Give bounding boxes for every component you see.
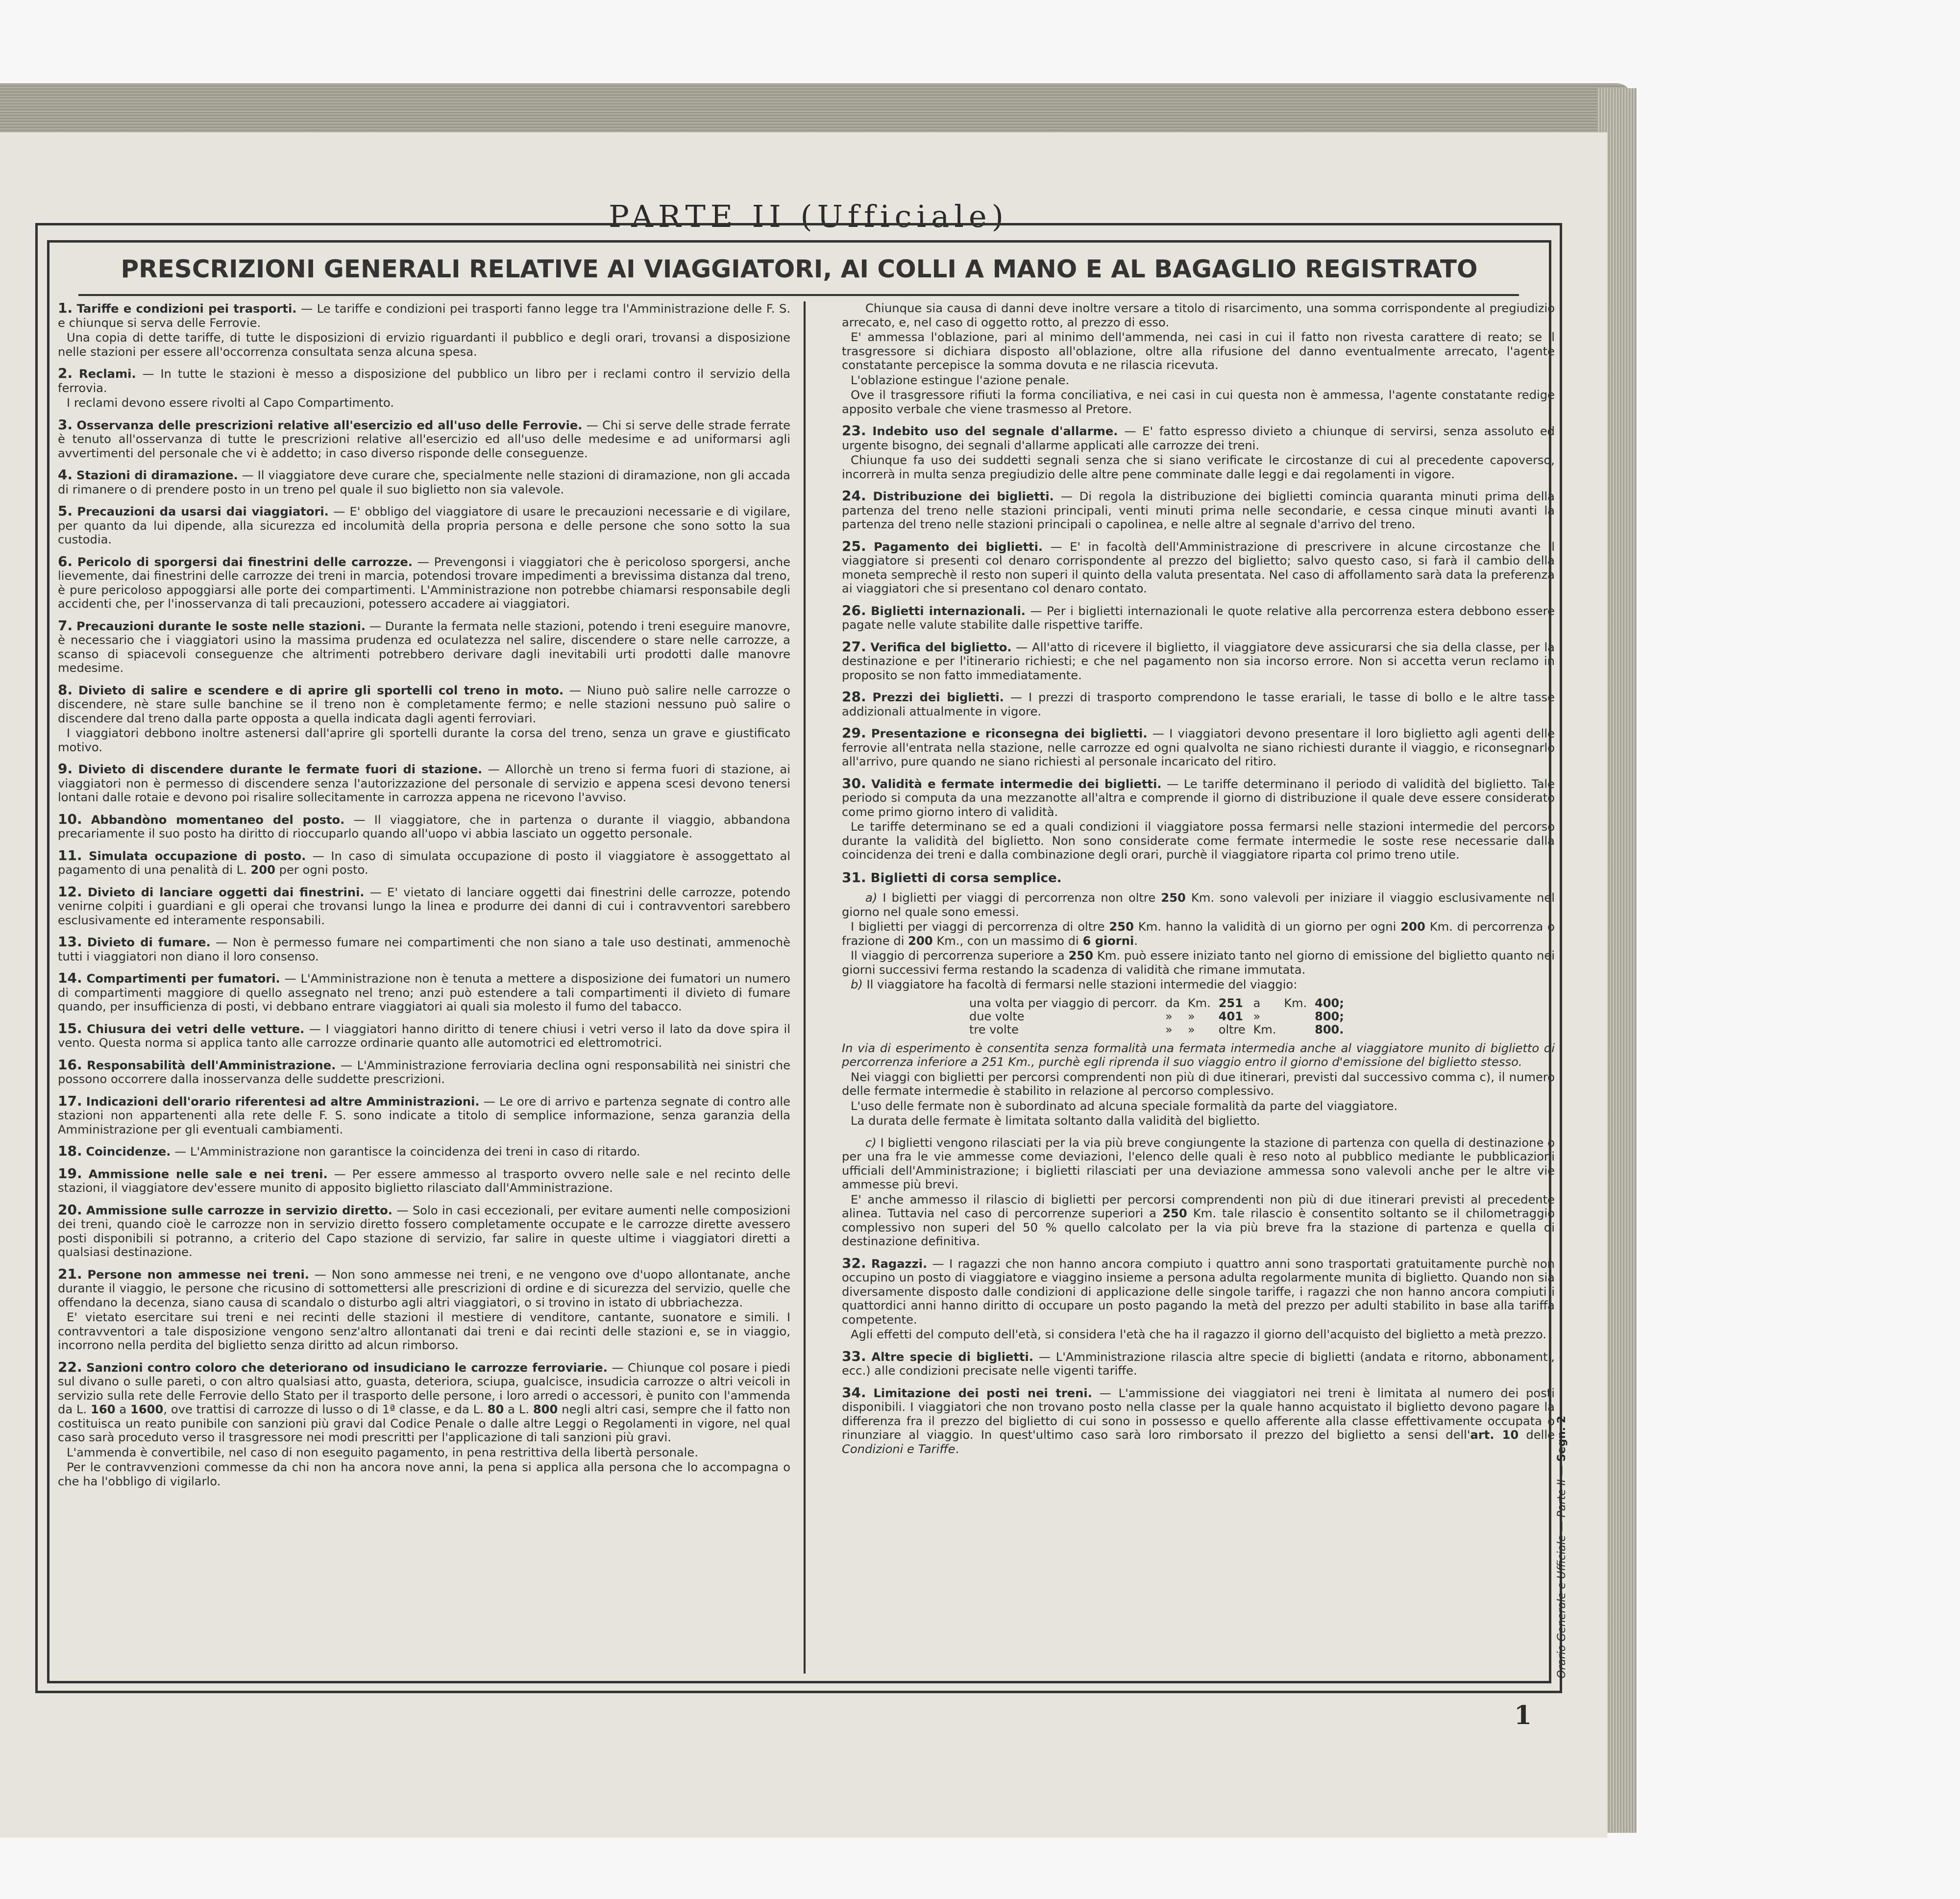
section-31-heading: 31. Biglietti di corsa semplice.	[842, 869, 1062, 886]
section-3: 3. Osservanza delle prescrizioni relative all'esercizio ed all'uso delle Ferrovie. — Chi si serve delle strade ferrate è tenuto all'osservanza di tutte le prescrizioni relative all'esercizio ed all'uso delle medesime e ad uniformarsi agli avvertimenti del personale che vi è addetto; in caso diverso risponde delle conseguenze.	[58, 416, 790, 460]
page-number: 1	[1514, 1701, 1532, 1730]
section-21: 21. Persone non ammesse nei treni. — Non sono ammesse nei treni, e ne vengono ove d'uopo allontanate, anche durante il viaggio, le persone che ricusino di sottomettersi alle prescrizioni di ordine e di sicurezza del servizio, quelle che offendano la decenza, siano causa di scandalo o disturbo agli altri viaggiatori, o si trovino in istato di ubbriachezza.	[58, 1265, 790, 1309]
section-1: 1. Tariffe e condizioni pei trasporti. — Le tariffe e condizioni pei trasporti fanno legge tra l'Amministrazione delle F. S. e chiunque si serva delle Ferrovie.	[58, 300, 790, 330]
section-15: 15. Chiusura dei vetri delle vetture. — I viaggiatori hanno diritto di tenere chiusi i vetri verso il lato da dove spira il vento. Questa norma si applica tanto alle carrozze ordinarie quanto alle automotrici ed elettromotrici.	[58, 1020, 790, 1050]
section-30: 30. Validità e fermate intermedie dei biglietti. — Le tariffe determinano il periodo di validità del biglietto. Tale periodo si computa da una mezzanotte all'altra e comprende il giorno di distribuzione il quale deve essere considerato come primo giorno intero di validità.	[842, 775, 1555, 819]
section-34: 34. Limitazione dei posti nei treni. — L'ammissione dei viaggiatori nei treni è limitata al numero dei posti disponibili. I viaggiatori che non trovano posto nella classe per la quale hanno acquistato il biglietto devono pagare la differenza fra il prezzo del biglietto di cui sono in possesso e quello afferente alla classe effettivamente occupata o rinunziare al viaggio. In quest'ultimo caso sarà loro rimborsato il prezzo del biglietto a sensi dell'art. 10 delle Condizioni e Tariffe.	[842, 1384, 1555, 1456]
section-31-para-itinerari: Nei viaggi con biglietti per percorsi comprendenti non più di due itinerari, previsti dal successivo comma c), il numero delle fermate intermedie è stabilito in relazione al percorso complessivo.	[842, 1070, 1555, 1098]
section-31-b: b) Il viaggiatore ha facoltà di fermarsi nelle stazioni intermedie del viaggio:	[851, 978, 1298, 991]
section-33: 33. Altre specie di biglietti. — L'Amministrazione rilascia altre specie di biglietti (andata e ritorno, abbonamenti, ecc.) alle condizioni precisate nelle vigenti tariffe.	[842, 1348, 1555, 1378]
section-7: 7. Precauzioni durante le soste nelle stazioni. — Durante la fermata nelle stazioni, potendo i treni eseguire manovre, è necessario che i viaggiatori usino la massima prudenza ed oculatezza nel salire, discendere o stare nelle carrozze, a scanso di spiacevoli conseguenze che altrimenti potrebbero derivare dagli inevitabili urti prodotti dalle manovre medesime.	[58, 617, 790, 675]
section-20: 20. Ammissione sulle carrozze in servizio diretto. — Solo in casi eccezionali, per evitare aumenti nelle composizioni dei treni, quando cioè le carrozze non in servizio diretto fossero completamente occupate e le carrozze dirette avessero posti disponibili si potranno, a criterio del Capo stazione di servizio, far salire in queste ultime i viaggiatori diretti a qualsiasi destinazione.	[58, 1201, 790, 1259]
section-5: 5. Precauzioni da usarsi dai viaggiatori. — E' obbligo del viaggiatore di usare le precauzioni necessarie e di vigilare, per quanto da lui dipende, alla sicurezza ed incolumità della propria persona e delle persone che sono sotto la sua custodia.	[58, 503, 790, 546]
fermate-row: tre volte » » oltre Km. 800.	[969, 1022, 1344, 1036]
section-22: 22. Sanzioni contro coloro che deteriorano od insudiciano le carrozze ferroviarie. — Chiunque col posare i piedi sul divano o sulle pareti, o con altro qualsiasi atto, guasta, deteriora, sciupa, gualcisce, insudicia carrozze o altri veicoli in servizio sulla rete delle Ferrovie dello Stato per il trasporto delle persone, i loro arredi o accessori, è punito con l'ammenda da L. 160 a 1600, ove trattisi di carrozze di lusso o di 1ª classe, e da L. 80 a L. 800 negli altri casi, sempre che il fatto non costituisca un reato punibile con sanzioni più gravi dal Codice Penale o dalle altre Leggi o Regolamenti in vigore, nel qual caso sarà proceduto verso il trasgressore nei modi prescritti per l'applicazione di tali sanzioni più gravi.	[58, 1358, 790, 1444]
section-26: 26. Biglietti internazionali. — Per i biglietti internazionali le quote relative alla percorrenza estera debbono essere pagate nelle valute stabilite dalle rispettive tariffe.	[842, 602, 1555, 632]
section-17: 17. Indicazioni dell'orario riferentesi ad altre Amministrazioni. — Le ore di arrivo e partenza segnate di contro alle stazioni non appartenenti alla rete delle F. S. sono indicate a titolo di semplice informazione, senza garanzia della Amministrazione per gli eventuali cambiamenti.	[58, 1092, 790, 1136]
section-21-para-2: E' vietato esercitare sui treni e nei recinti delle stazioni il mestiere di venditore, cantante, suonatore e simili. I contravventori a tale disposizione vengono senz'altro allontanati dai treni e dai recinti delle stazioni e, se in viaggio, incorrono nella perdita del biglietto senza diritto ad alcun rimborso.	[58, 1310, 790, 1352]
fermate-row: due volte » » 401 » 800;	[969, 1009, 1344, 1023]
section-29: 29. Presentazione e riconsegna dei biglietti. — I viaggiatori devono presentare il loro biglietto agli agenti delle ferrovie all'entrata nella stazione, nelle carrozze ed ogni qualvolta ne siano richiesti durante il viaggio, e riconsegnarlo all'arrivo, pure quando ne siano richiesti al personale incaricato del ritiro.	[842, 725, 1555, 768]
section-23-para-2: Chiunque fa uso dei suddetti segnali senza che si siano verificate le circostanze di cui al precedente capoverso, incorrerà in multa senza pregiudizio delle altre pene comminate dalle leggi e dai regolamenti in vigore.	[842, 453, 1555, 481]
heading-divider	[78, 294, 1519, 296]
section-27: 27. Verifica del biglietto. — All'atto di ricevere il biglietto, il viaggiatore deve assicurarsi che sia della classe, per la destinazione e per l'itinerario richiesti; e che nel pagamento non sia incorso errore. Non si accetta verun reclamo in proposito se non fatto immediatamente.	[842, 638, 1555, 682]
section-10: 10. Abbandòno momentaneo del posto. — Il viaggiatore, che in partenza o durante il viaggio, abbandona precariamente il suo posto ha diritto di rioccuparlo quando all'uopo vi abbia lasciato un oggetto personale.	[58, 811, 790, 840]
section-22-para-4: Chiunque sia causa di danni deve inoltre versare a titolo di risarcimento, una somma corrispondente al pregiudizio arrecato, e, nel caso di oggetto rotto, al prezzo di esso.	[842, 301, 1555, 329]
section-9: 9. Divieto di discendere durante le fermate fuori di stazione. — Allorchè un treno si ferma fuori di stazione, ai viaggiatori non è permesso di discendere senza l'autorizzazione del personale di servizio e appena scesi devono tenersi lontani dalle rotaie e devono poi risalire sollecitamente in carrozza appena ne ricevono l'avviso.	[58, 761, 790, 804]
section-8-para-2: I viaggiatori debbono inoltre astenersi dall'aprire gli sportelli durante la corsa del treno, senza un grave e giustificato motivo.	[58, 726, 790, 754]
left-column	[58, 301, 790, 1496]
section-16: 16. Responsabilità dell'Amministrazione. — L'Amministrazione ferroviaria declina ogni responsabilità nei sinistri che possono occorrere dalla inosservanza delle suddette prescrizioni.	[58, 1056, 790, 1086]
side-label: Orario Generale e Ufficiale — Parte II — Segn. 2	[1556, 1415, 1568, 1678]
section-22-para-7: Ove il trasgressore rifiuti la forma conciliativa, e nei casi in cui questa non è ammessa, l'agente constatante redige apposito verbale che viene trasmesso al Pretore.	[842, 388, 1555, 416]
section-31-a: a) I biglietti per viaggi di percorrenza non oltre 250 Km. sono valevoli per iniziare il viaggio esclusivamente nel giorno nel quale sono emessi.	[842, 891, 1555, 919]
section-31-a-para-2: I biglietti per viaggi di percorrenza di oltre 250 Km. hanno la validità di un giorno per ogni 200 Km. di percorrenza o frazione di 200 Km., con un massimo di 6 giorni.	[842, 920, 1555, 948]
section-11: 11. Simulata occupazione di posto. — In caso di simulata occupazione di posto il viaggiatore è assoggettato al pagamento di una penalità di L. 200 per ogni posto.	[58, 847, 790, 877]
section-6: 6. Pericolo di sporgersi dai finestrini delle carrozze. — Prevengonsi i viaggiatori che è pericoloso sporgersi, anche lievemente, dai finestrini delle carrozze dei treni in marcia, potendosi trovare impedimenti a brevissima distanza dal treno, è pure pericoloso appoggiarsi alle porte dei compartimenti. L'Amministrazione non potrebbe chiamarsi responsabile degli accidenti che, per l'inosservanza di tali precauzioni, potessero accadere ai viaggiatori.	[58, 553, 790, 611]
section-22-para-2: L'ammenda è convertibile, nel caso di non eseguito pagamento, in pena restrittiva della libertà personale.	[67, 1445, 698, 1459]
section-31-c-para-2: E' anche ammesso il rilascio di biglietti per percorsi comprendenti non più di due itinerari previsti al precedente alinea. Tuttavia nel caso di percorrenze superiori a 250 Km. tale rilascio è consentito soltanto se il chilometraggio complessivo non superi del 50 % quello calcolato per la via più breve fra la stazione di partenza e quella di destinazione definitiva.	[842, 1192, 1555, 1248]
book-page-edges-top	[0, 83, 1632, 137]
section-18: 18. Coincidenze. — L'Amministrazione non garantisce la coincidenza dei treni in caso di ritardo.	[58, 1143, 640, 1159]
section-22-para-3: Per le contravvenzioni commesse da chi non ha ancora nove anni, la pena si applica alla persona che lo accompagna o che ha l'obbligo di vigilarlo.	[58, 1460, 790, 1488]
section-19: 19. Ammissione nelle sale e nei treni. — Per essere ammesso al trasporto ovvero nelle sale e nel recinto delle stazioni, il viaggiatore dev'essere munito di apposito biglietto rilasciato dall'Amministrazione.	[58, 1165, 790, 1195]
section-30-para-2: Le tariffe determinano se ed a quali condizioni il viaggiatore possa fermarsi nelle stazioni intermedie del percorso durante la validità del biglietto. Non sono considerate come fermate intermedie le soste rese necessarie dalla coincidenza dei treni e dalla combinazione degli orari, purchè il viaggiatore riparta col primo treno utile.	[842, 820, 1555, 862]
fermate-table	[969, 997, 1352, 1036]
section-12: 12. Divieto di lanciare oggetti dai finestrini. — E' vietato di lanciare oggetti dai finestrini delle carrozze, potendo venirne colpiti i guardiani e gli operai che trovansi lungo la linea e produrre dei danni di cui i contravventori sarebbero esclusivamente ed interamente responsabili.	[58, 883, 790, 927]
section-2: 2. Reclami. — In tutte le stazioni è messo a disposizione del pubblico un libro per i reclami contro il servizio della ferrovia.	[58, 365, 790, 395]
section-4: 4. Stazioni di diramazione. — Il viaggiatore deve curare che, specialmente nelle stazioni di diramazione, non gli accada di rimanere o di prendere posto in un treno pel quale il suo biglietto non sia valevole.	[58, 467, 790, 496]
fermate-row: una volta per viaggio di percorr. da Km. 251 a Km. 400;	[969, 996, 1344, 1010]
section-22-para-6: L'oblazione estingue l'azione penale.	[851, 373, 1070, 387]
section-8: 8. Divieto di salire e scendere e di aprire gli sportelli col treno in moto. — Niuno può salire nelle carrozze o discendere, nè stare sulle banchine se il treno non è completamente fermo; e nelle stazioni nessuno può salire o discendere dal treno dalla parte opposta a quella indicata dagli agenti ferroviari.	[58, 681, 790, 725]
column-divider	[804, 301, 806, 1674]
section-31-para-uso-fermate: L'uso delle fermate non è subordinato ad alcuna speciale formalità da parte del viaggiatore.	[851, 1099, 1398, 1113]
section-2-para-2: I reclami devono essere rivolti al Capo Compartimento.	[67, 396, 394, 410]
right-column	[842, 301, 1555, 1464]
section-31-experiment-note: In via di esperimento è consentita senza formalità una fermata intermedia anche al viaggiatore munito di biglietto di percorrenza inferiore a 251 Km., purchè egli riprenda il suo viaggio entro il giorno d'emissione del biglietto stesso.	[842, 1041, 1555, 1069]
section-14: 14. Compartimenti per fumatori. — L'Amministrazione non è tenuta a mettere a disposizione dei fumatori un numero di compartimenti maggiore di quello assegnato nel treno; anzi può estendere a tali compartimenti il divieto di fumare quando, per insufficienza di posti, vi debbano entrare viaggiatori ai quali sia molesto il fumo del tabacco.	[58, 970, 790, 1013]
section-13: 13. Divieto di fumare. — Non è permesso fumare nei compartimenti che non siano a tale uso destinati, ammenochè tutti i viaggiatori non diano il loro consenso.	[58, 934, 790, 963]
section-31-para-durata: La durata delle fermate è limitata soltanto dalla validità del biglietto.	[851, 1114, 1260, 1128]
part-title: PARTE II (Ufficiale)	[609, 198, 1008, 234]
section-1-para-2: Una copia di dette tariffe, di tutte le disposizioni di ervizio riguardanti il pubblico e degli orari, trovansi a disposizione nelle stazioni per essere all'occorrenza consultata senza alcuna spesa.	[58, 331, 790, 359]
section-22-para-5: E' ammessa l'oblazione, pari al minimo dell'ammenda, nei casi in cui il fatto non rivesta carattere di reato; se il trasgressore si dichiara disposto all'oblazione, oltre alla rifusione del danno eventualmente arrecato, l'agente constatante percepisce la somma dovuta e ne rilascia ricevuta.	[842, 330, 1555, 372]
main-heading: PRESCRIZIONI GENERALI RELATIVE AI VIAGGIATORI, AI COLLI A MANO E AL BAGAGLIO REGISTRATO	[121, 255, 1478, 283]
section-32-para-2: Agli effetti del computo dell'età, si considera l'età che ha il ragazzo il giorno dell'acquisto del biglietto a metà prezzo.	[851, 1328, 1546, 1341]
section-28: 28. Prezzi dei biglietti. — I prezzi di trasporto comprendono le tasse erariali, le tasse di bollo e le altre tasse addizionali attualmente in vigore.	[842, 689, 1555, 718]
section-25: 25. Pagamento dei biglietti. — E' in facoltà dell'Amministrazione di prescrivere in alcune circostanze che il viaggiatore si presenti col denaro corrispondente al prezzo del biglietto; salvo questo caso, si farà il cambio della moneta semprechè il resto non superi il quinto della valuta presentata. Nel caso di affollamento sarà data la preferenza ai viaggiatori che si presentano col denaro contato.	[842, 538, 1555, 595]
section-24: 24. Distribuzione dei biglietti. — Di regola la distribuzione dei biglietti comincia quaranta minuti prima della partenza del treno nelle stazioni principali, venti minuti prima nelle secondarie, e cessa cinque minuti avanti la partenza del treno nelle stazioni principali o capolinea, e nelle altre al segnale d'arrivo del treno.	[842, 488, 1555, 531]
section-32: 32. Ragazzi. — I ragazzi che non hanno ancora compiuto i quattro anni sono trasportati gratuitamente purchè non occupino un posto di viaggiatore e viaggino insieme a persona adulta regolarmente munita di biglietto. Quando non sia diversamente disposto dalle condizioni di applicazione delle singole tariffe, i ragazzi che non hanno ancora compiuti i quattordici anni hanno diritto di occupare un posto pagando la metà del prezzo per adulti stabilito in base alla tariffa competente.	[842, 1255, 1555, 1327]
section-31-c: c) I biglietti vengono rilasciati per la via più breve congiungente la stazione di partenza con quella di destinazione o per una fra le vie ammesse come deviazioni, l'elenco delle quali è reso noto al pubblico mediante le pubblicazioni ufficiali dell'Amministrazione; i biglietti rilasciati per una deviazione ammessa sono valevoli anche per le altre vie ammesse più brevi.	[842, 1135, 1555, 1191]
section-31-a-para-3: Il viaggio di percorrenza superiore a 250 Km. può essere iniziato tanto nel giorno di emissione del biglietto quanto nei giorni successivi ferma restando la scadenza di validità che rimane immutata.	[842, 949, 1555, 977]
section-23: 23. Indebito uso del segnale d'allarme. — E' fatto espresso divieto a chiunque di servirsi, senza assoluto ed urgente bisogno, dei segnali d'allarme applicati alle carrozze dei treni.	[842, 422, 1555, 452]
